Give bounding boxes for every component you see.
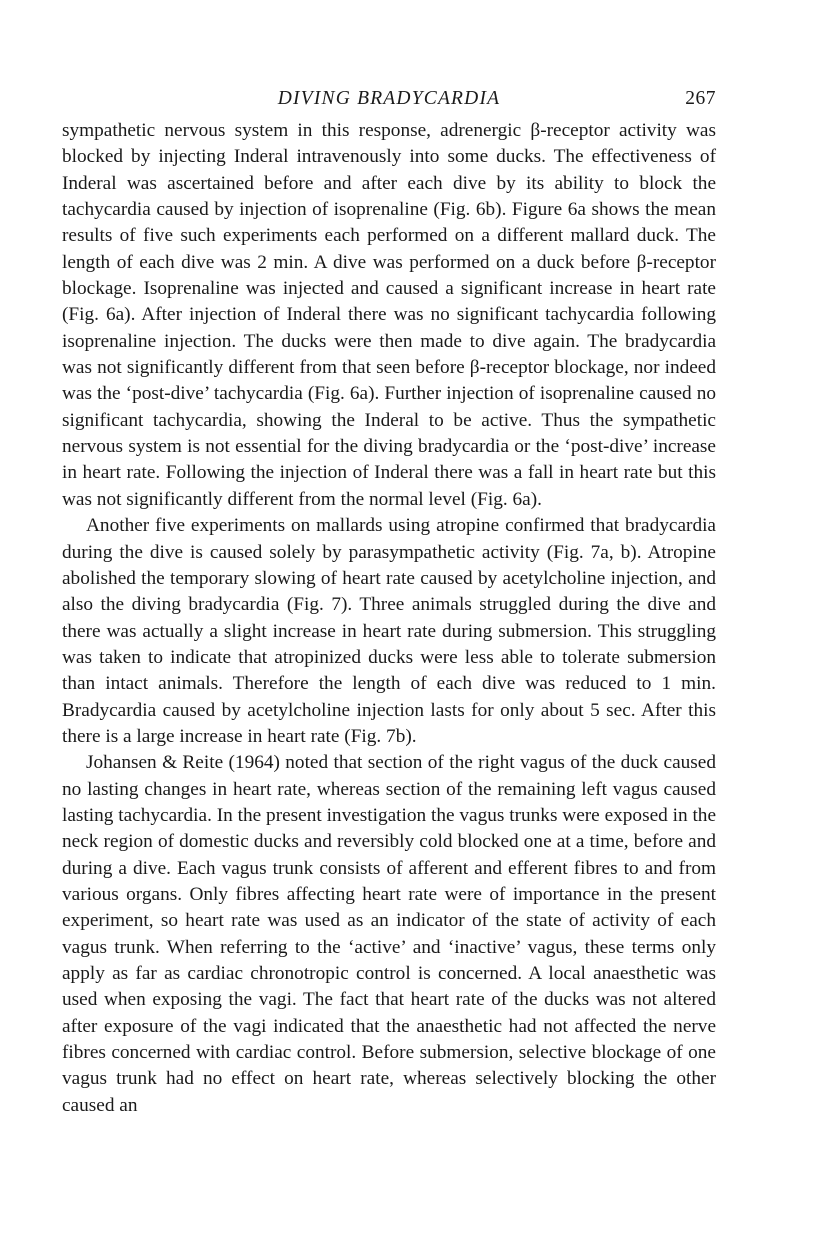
paragraph-continuation: sympathetic nervous system in this response, adrenergic β-receptor activity was blocked by injecting Inderal intravenously into some ducks. The effectiveness of Inderal was ascertained before and after each dive by its ability to block the tachycardia caused by injection of isoprenaline (Fig. 6b). Figure 6a shows the mean results of five such experiments each performed on a different mallard duck. The length of each dive was 2 min. A dive was performed on a duck before β-receptor blockage. Isoprenaline was injected and caused a significant increase in heart rate (Fig. 6a). After injection of Inderal there was no significant tachycardia following isoprenaline injection. The ducks were then made to dive again. The bradycardia was not significantly different from that seen before β-receptor blockage, nor indeed was the ‘post-dive’ tachycardia (Fig. 6a). Further injection of isoprenaline caused no significant tachycardia, showing the Inderal to be active. Thus the sympathetic nervous system is not essential for the diving bradycardia or the ‘post-dive’ increase in heart rate. Following the injection of Inderal there was a fall in heart rate but this was not significantly different from the normal level (Fig. 6a). [62, 120, 716, 510]
running-header [62, 88, 716, 118]
page [62, 88, 716, 1119]
page-number: 267 [685, 88, 716, 109]
paragraph-atropine: Another five experiments on mallards using atropine confirmed that bradycardia during the dive is caused solely by parasympathetic activity (Fig. 7a, b). Atropine abolished the temporary slowing of heart rate caused by acetylcholine injection, and also the diving bradycardia (Fig. 7). Three animals struggled during the dive and there was actually a slight increase in heart rate during submersion. This struggling was taken to indicate that atropinized ducks were less able to tolerate submersion than intact animals. Therefore the length of each dive was reduced to 1 min. Bradycardia caused by acetylcholine injection lasts for only about 5 sec. After this there is a large increase in heart rate (Fig. 7b). [62, 515, 716, 747]
body-text [62, 118, 716, 1119]
paragraph-vagus: Johansen & Reite (1964) noted that section of the right vagus of the duck caused no lasting changes in heart rate, whereas section of the remaining left vagus caused lasting tachycardia. In the present investigation the vagus trunks were exposed in the neck region of domestic ducks and reversibly cold blocked one at a time, before and during a dive. Each vagus trunk consists of afferent and efferent fibres to and from various organs. Only fibres affecting heart rate were of importance in the present experiment, so heart rate was used as an indicator of the state of activity of each vagus trunk. When referring to the ‘active’ and ‘inactive’ vagus, these terms only apply as far as cardiac chronotropic control is concerned. A local anaesthetic was used when exposing the vagi. The fact that heart rate of the ducks was not altered after exposure of the vagi indicated that the anaesthetic had not affected the nerve fibres concerned with cardiac control. Before submersion, selective blockage of one vagus trunk had no effect on heart rate, whereas selectively blocking the other caused an [62, 752, 716, 1116]
running-title: DIVING BRADYCARDIA [277, 88, 501, 109]
